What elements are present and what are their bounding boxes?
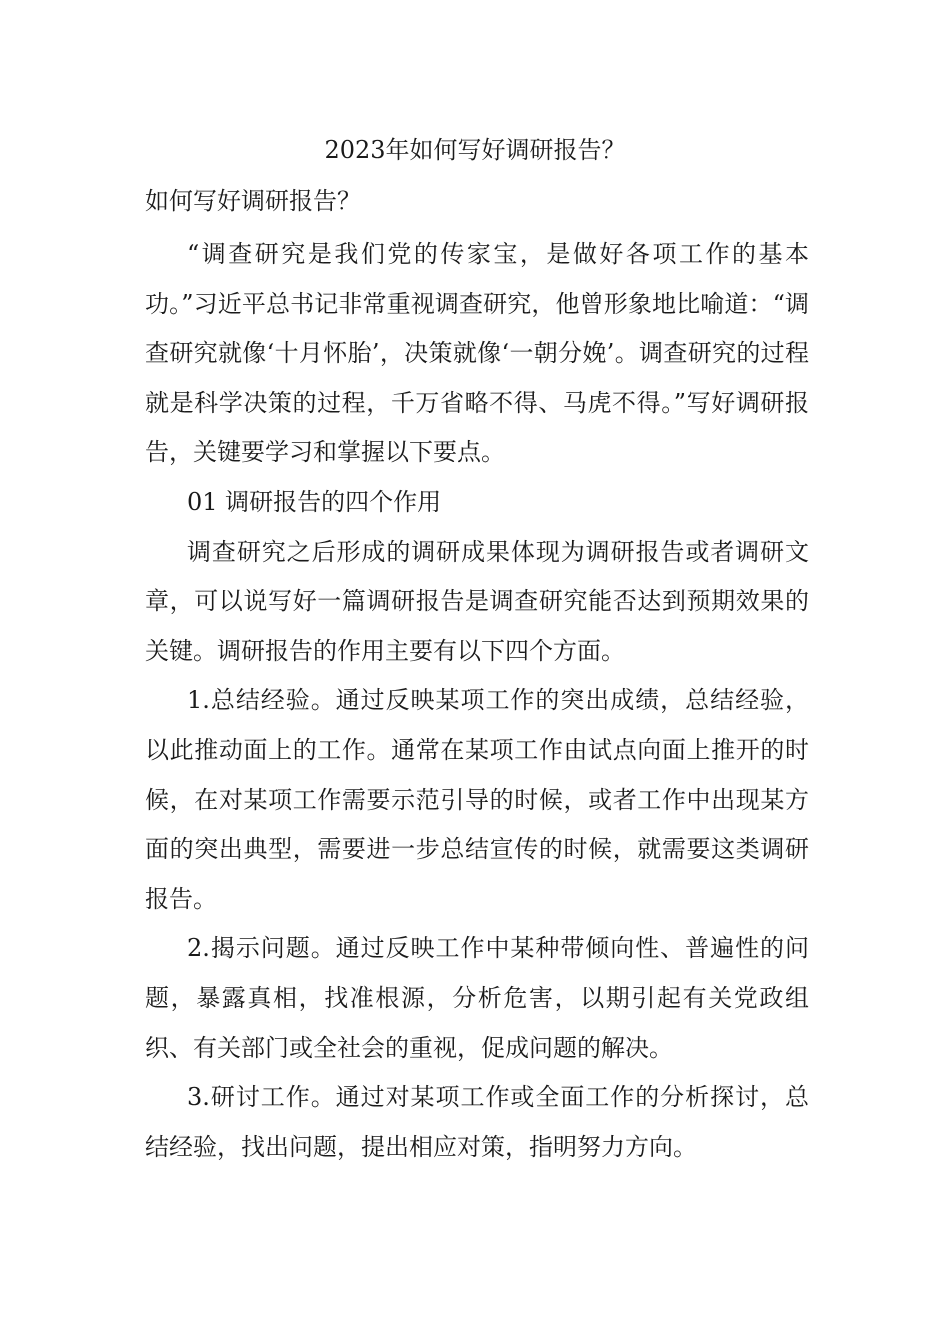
intro-paragraph: “调查研究是我们党的传家宝，是做好各项工作的基本功。”习近平总书记非常重视调查研究，他曾形象地比喻道：“调查研究就像‘十月怀胎’，决策就像‘一朝分娩’。调查研究的过程就是科学决策的过程，千万省略不得、马虎不得。”写好调研报告，关键要学习和掌握以下要点。 [145, 240, 809, 467]
section-paragraph-intro: 调查研究之后形成的调研成果体现为调研报告或者调研文章，可以说写好一篇调研报告是调查研究能否达到预期效果的关键。调研报告的作用主要有以下四个方面。 [145, 537, 809, 665]
section-heading: 01 调研报告的四个作用 [187, 487, 442, 516]
document-body [145, 230, 809, 1172]
document-subheading: 如何写好调研报告？ [145, 187, 361, 215]
document-title: 2023年如何写好调研报告？ [324, 136, 626, 164]
section-paragraph-summary-experience: 1.总结经验。通过反映某项工作的突出成绩，总结经验，以此推动面上的工作。通常在某项工作由试点向面上推开的时候，在对某项工作需要示范引导的时候，或者工作中出现某方面的突出典型，需要进一步总结宣传的时候，就需要这类调研报告。 [145, 686, 809, 913]
section-paragraph-discuss-work: 3.研讨工作。通过对某项工作或全面工作的分析探讨，总结经验，找出问题，提出相应对策，指明努力方向。 [145, 1083, 809, 1161]
section-paragraph-reveal-problems: 2.揭示问题。通过反映工作中某种带倾向性、普遍性的问题，暴露真相，找准根源，分析危害，以期引起有关党政组织、有关部门或全社会的重视，促成问题的解决。 [145, 934, 809, 1062]
